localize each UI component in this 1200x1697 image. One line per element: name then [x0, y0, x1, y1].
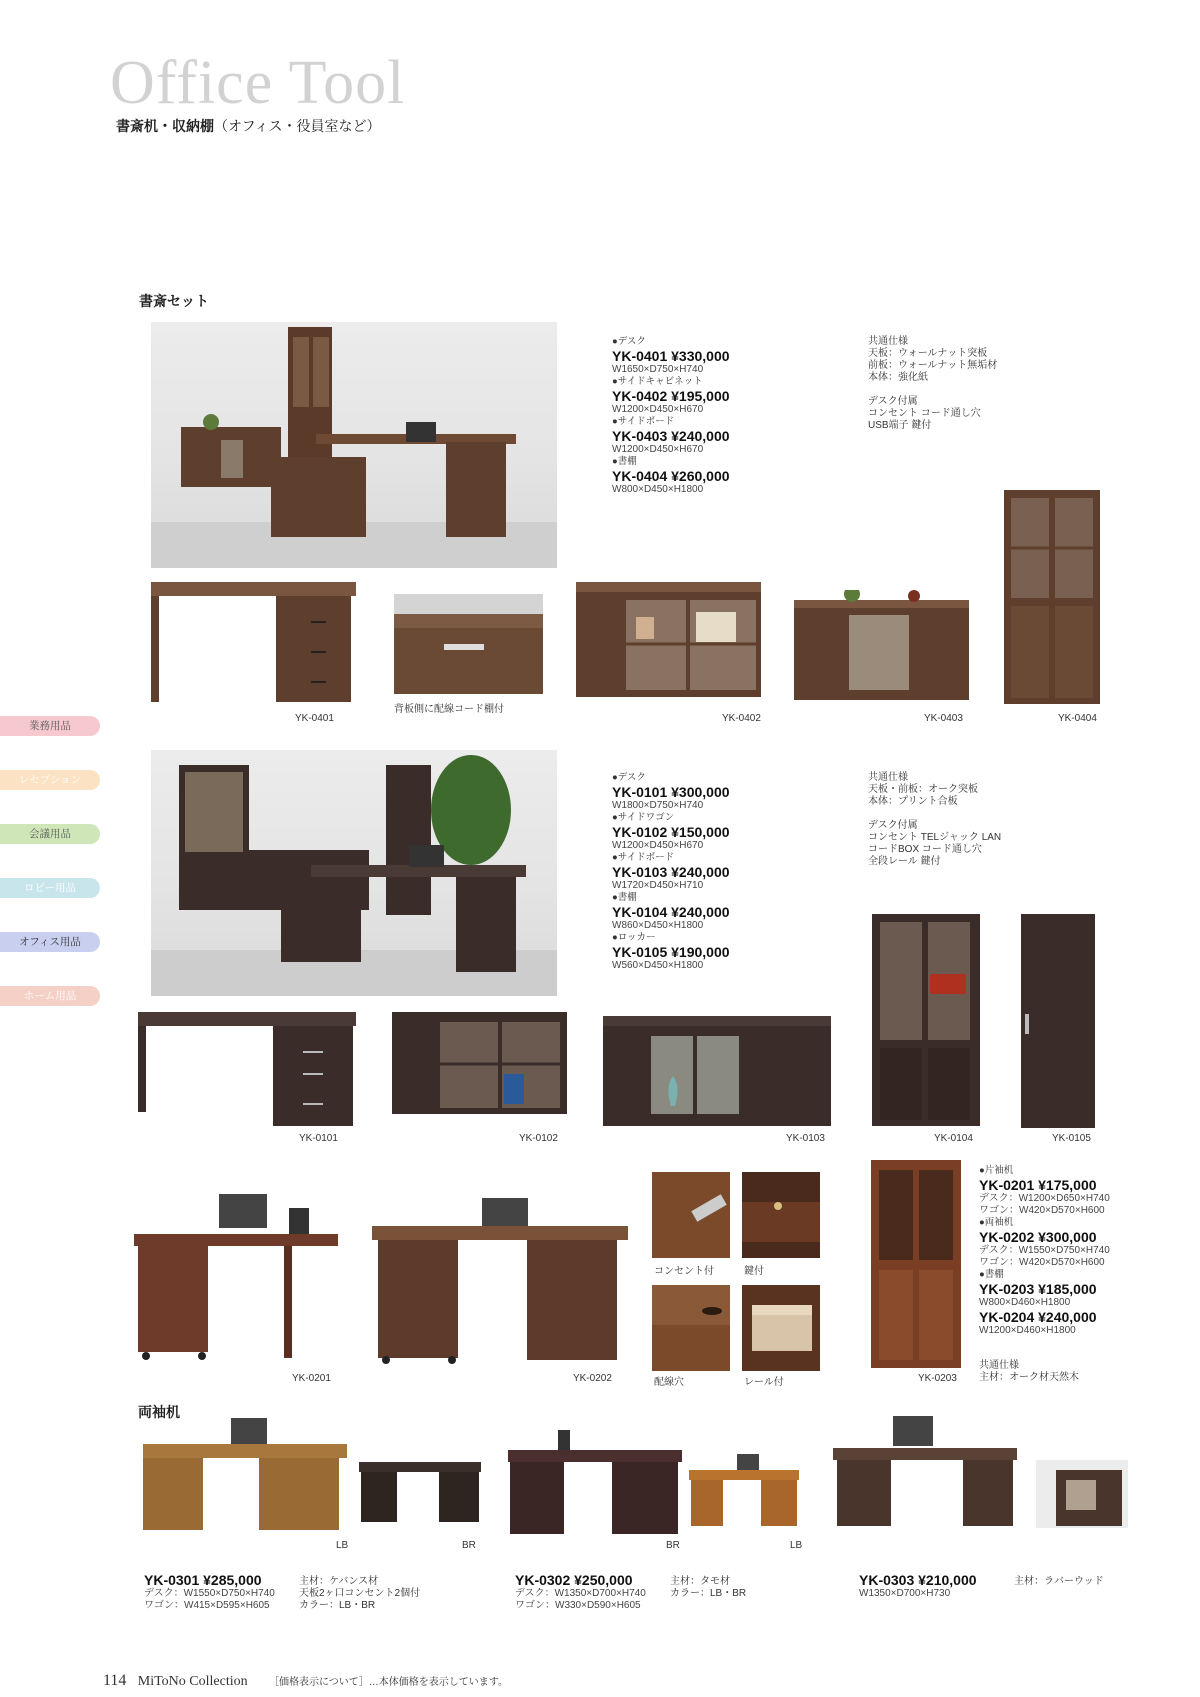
spec-line: USB端子 鍵付	[868, 420, 932, 431]
product-photo-yk0201	[134, 1190, 338, 1362]
side-tab[interactable]: オフィス用品	[0, 932, 100, 952]
caption-yk0102: YK-0102	[519, 1133, 558, 1144]
side-tab[interactable]: ロビー用品	[0, 878, 100, 898]
spec-code-price: YK-0404 ¥260,000	[612, 468, 730, 484]
spec-line: デスク付属	[868, 396, 918, 407]
page-footer	[103, 1672, 508, 1690]
color-tag-lb-2: LB	[790, 1540, 803, 1551]
side-tab[interactable]: レセプション	[0, 770, 100, 790]
spec-item	[612, 772, 730, 812]
spec-item	[612, 456, 730, 496]
spec-dimensions: ワゴン：W330×D590×H605	[515, 1600, 641, 1611]
spec-label: ●デスク	[612, 336, 646, 347]
caption-cable-hole: 配線穴	[654, 1377, 684, 1388]
detail-photo-lock	[742, 1172, 820, 1258]
spec-item	[612, 852, 730, 892]
side-tab[interactable]: 業務用品	[0, 716, 100, 736]
product-photo-yk0302-lb	[689, 1450, 799, 1530]
caption-yk0401: YK-0401	[295, 713, 334, 724]
spec-line	[868, 808, 1001, 820]
common-spec-set1	[868, 336, 997, 432]
spec-dimensions: W1200×D450×H670	[612, 444, 704, 455]
caption-yk0203: YK-0203	[918, 1373, 957, 1384]
spec-item	[144, 1572, 275, 1612]
spec-code-price: YK-0102 ¥150,000	[612, 824, 730, 840]
page-number: 114	[103, 1672, 127, 1689]
page-subtitle	[116, 116, 380, 136]
spec-item	[979, 1309, 1110, 1337]
material-spec-yk0301	[299, 1576, 420, 1612]
common-spec-set2	[868, 772, 1001, 868]
side-tab[interactable]: ホーム用品	[0, 986, 100, 1006]
product-photo-yk0202	[372, 1196, 628, 1366]
color-tag-br-1: BR	[462, 1540, 476, 1551]
section-heading-shosai: 書斎セット	[139, 293, 209, 309]
spec-code-price: YK-0204 ¥240,000	[979, 1309, 1097, 1325]
spec-label: ●書棚	[979, 1269, 1004, 1280]
product-photo-yk0402	[576, 582, 761, 702]
product-photo-yk0203	[871, 1160, 961, 1368]
spec-dimensions: デスク：W1200×D650×H740	[979, 1193, 1110, 1204]
spec-label: ●サイドボード	[612, 416, 675, 427]
spec-line: 主材：タモ材	[670, 1576, 730, 1587]
page-title: Office Tool	[110, 49, 406, 117]
product-photo-yk0101	[138, 1012, 356, 1128]
detail-photo-cable-hole	[652, 1285, 730, 1371]
caption-yk0104: YK-0104	[934, 1133, 973, 1144]
material-spec-yk0303	[1014, 1576, 1104, 1588]
caption-yk0403: YK-0403	[924, 713, 963, 724]
spec-line	[868, 384, 997, 396]
color-tag-lb-1: LB	[336, 1540, 349, 1551]
spec-code-price: YK-0105 ¥190,000	[612, 944, 730, 960]
spec-dimensions: W800×D460×H1800	[979, 1297, 1071, 1308]
spec-item	[979, 1165, 1110, 1217]
spec-code-price: YK-0402 ¥195,000	[612, 388, 730, 404]
caption-rail: レール付	[744, 1377, 784, 1388]
spec-label: ●サイドボード	[612, 852, 675, 863]
spec-item	[612, 892, 730, 932]
spec-code-price: YK-0202 ¥300,000	[979, 1229, 1097, 1245]
spec-item	[979, 1269, 1110, 1309]
spec-label: ●ロッカー	[612, 932, 656, 943]
spec-dimensions: W1800×D750×H740	[612, 800, 704, 811]
product-photo-yk0301-br	[359, 1458, 481, 1524]
spec-line: 主材：ラバーウッド	[1014, 1576, 1104, 1587]
brand-name: MiToNo Collection	[137, 1674, 248, 1689]
detail-photo-rail	[742, 1285, 820, 1371]
detail-photo-yk0303	[1036, 1460, 1128, 1528]
spec-dimensions: W1200×D450×H670	[612, 404, 704, 415]
color-tag-br-2: BR	[666, 1540, 680, 1551]
spec-line: 前板：ウォールナット無垢材	[868, 360, 998, 371]
spec-list-set1	[612, 336, 730, 496]
caption-yk0201: YK-0201	[292, 1373, 331, 1384]
spec-item	[859, 1572, 977, 1600]
spec-code-price: YK-0201 ¥175,000	[979, 1177, 1097, 1193]
caption-yk0105: YK-0105	[1052, 1133, 1091, 1144]
spec-dimensions: W1200×D450×H670	[612, 840, 704, 851]
spec-yk0301	[144, 1572, 275, 1612]
spec-line: 主材：ケバンス材	[299, 1576, 379, 1587]
spec-code-price: YK-0301 ¥285,000	[144, 1572, 262, 1588]
spec-line: コンセント TELジャック LAN	[868, 832, 1002, 843]
spec-code-price: YK-0403 ¥240,000	[612, 428, 730, 444]
spec-line: コードBOX コード通し穴	[868, 844, 982, 855]
spec-code-price: YK-0203 ¥185,000	[979, 1281, 1097, 1297]
caption-lock: 鍵付	[744, 1266, 764, 1277]
spec-code-price: YK-0401 ¥330,000	[612, 348, 730, 364]
spec-item	[515, 1572, 646, 1612]
caption-outlet: コンセント付	[654, 1266, 714, 1277]
spec-dimensions: W1350×D700×H730	[859, 1588, 951, 1599]
spec-dimensions: ワゴン：W420×D570×H600	[979, 1257, 1105, 1268]
spec-label: ●書棚	[612, 892, 637, 903]
spec-line: 共通仕様	[868, 772, 908, 783]
product-photo-yk0401	[151, 582, 356, 702]
spec-list-set3	[979, 1165, 1110, 1337]
spec-dimensions: デスク：W1550×D750×H740	[144, 1588, 275, 1599]
spec-item	[979, 1217, 1110, 1269]
spec-code-price: YK-0101 ¥300,000	[612, 784, 730, 800]
room-photo-set2	[151, 750, 557, 996]
spec-dimensions: デスク：W1350×D700×H740	[515, 1588, 646, 1599]
spec-item	[612, 812, 730, 852]
product-photo-yk0103	[603, 1016, 831, 1128]
detail-photo-outlet	[652, 1172, 730, 1258]
spec-line: 主材：オーク材天然木	[979, 1372, 1079, 1383]
spec-line: コンセント コード通し穴	[868, 408, 981, 419]
spec-label: ●サイドキャビネット	[612, 376, 703, 387]
spec-dimensions: W1720×D450×H710	[612, 880, 704, 891]
price-note: ［価格表示について］…本体価格を表示しています。	[268, 1677, 508, 1688]
spec-dimensions: W1650×D750×H740	[612, 364, 704, 375]
product-photo-yk0403	[794, 590, 969, 702]
spec-item	[612, 932, 730, 972]
subtitle-note: （オフィス・役員室など）	[214, 118, 381, 134]
spec-yk0302	[515, 1572, 646, 1612]
spec-line: 天板：ウォールナット突板	[868, 348, 988, 359]
spec-line: 全段レール 鍵付	[868, 856, 941, 867]
spec-code-price: YK-0104 ¥240,000	[612, 904, 730, 920]
spec-line: 本体：強化紙	[868, 372, 928, 383]
product-photo-yk0104	[872, 914, 980, 1126]
spec-label: ●書棚	[612, 456, 637, 467]
spec-dimensions: ワゴン：W420×D570×H600	[979, 1205, 1105, 1216]
spec-dimensions: W560×D450×H1800	[612, 960, 704, 971]
spec-line: カラー：LB・BR	[670, 1588, 747, 1599]
spec-line: 本体：プリント合板	[868, 796, 958, 807]
spec-line: 天板2ヶ口コンセント2個付	[299, 1588, 421, 1599]
detail-photo-cable-shelf	[394, 594, 543, 694]
spec-code-price: YK-0302 ¥250,000	[515, 1572, 633, 1588]
caption-yk0202: YK-0202	[573, 1373, 612, 1384]
caption-yk0103: YK-0103	[786, 1133, 825, 1144]
caption-cable-shelf: 背板側に配線コード棚付	[394, 704, 504, 715]
spec-label: ●サイドワゴン	[612, 812, 675, 823]
product-photo-yk0102	[392, 1012, 567, 1122]
spec-code-price: YK-0103 ¥240,000	[612, 864, 730, 880]
spec-code-price: YK-0303 ¥210,000	[859, 1572, 977, 1588]
spec-item	[612, 376, 730, 416]
spec-line: 天板・前板：オーク突板	[868, 784, 978, 795]
spec-line: デスク付属	[868, 820, 918, 831]
common-spec-set3	[979, 1360, 1079, 1384]
product-photo-yk0303	[833, 1412, 1017, 1528]
product-photo-yk0301-lb	[139, 1410, 351, 1538]
spec-yk0303	[859, 1572, 977, 1600]
caption-yk0101: YK-0101	[299, 1133, 338, 1144]
product-photo-yk0105	[1021, 914, 1095, 1128]
spec-label: ●両袖机	[979, 1217, 1014, 1228]
spec-dimensions: ワゴン：W415×D595×H605	[144, 1600, 270, 1611]
side-tab[interactable]: 会議用品	[0, 824, 100, 844]
spec-line: カラー：LB・BR	[299, 1600, 376, 1611]
spec-dimensions: W860×D450×H1800	[612, 920, 704, 931]
product-photo-yk0302-br	[508, 1410, 682, 1540]
room-photo-set1	[151, 322, 557, 568]
spec-label: ●片袖机	[979, 1165, 1014, 1176]
subtitle-main: 書斎机・収納棚	[116, 118, 214, 134]
caption-yk0402: YK-0402	[722, 713, 761, 724]
spec-item	[612, 416, 730, 456]
spec-dimensions: W800×D450×H1800	[612, 484, 704, 495]
caption-yk0404: YK-0404	[1058, 713, 1097, 724]
section-heading-ryousode: 両袖机	[138, 1404, 180, 1420]
spec-dimensions: デスク：W1550×D750×H740	[979, 1245, 1110, 1256]
spec-dimensions: W1200×D460×H1800	[979, 1325, 1076, 1336]
spec-line: 共通仕様	[979, 1360, 1019, 1371]
material-spec-yk0302	[670, 1576, 746, 1600]
product-photo-yk0404	[1004, 490, 1100, 704]
spec-item	[612, 336, 730, 376]
spec-list-set2	[612, 772, 730, 972]
spec-line: 共通仕様	[868, 336, 908, 347]
spec-label: ●デスク	[612, 772, 646, 783]
